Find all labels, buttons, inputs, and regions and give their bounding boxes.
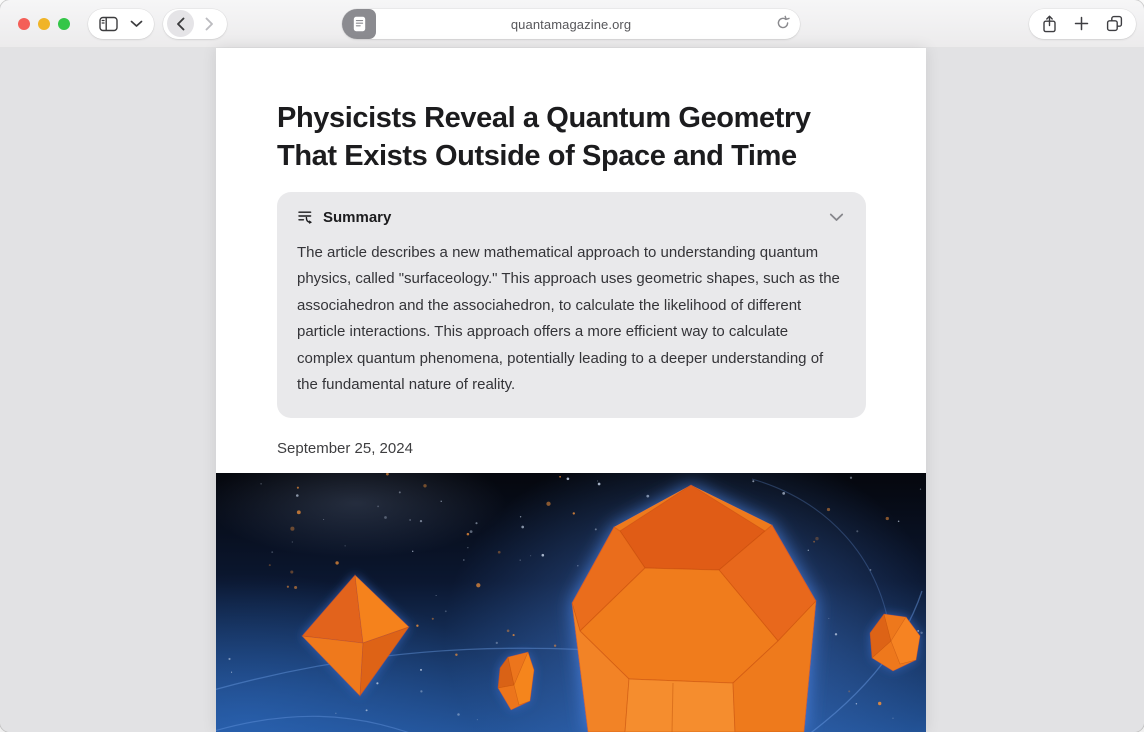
reader-mode-button[interactable] [342,9,376,39]
close-window-button[interactable] [18,18,30,30]
article-title: Physicists Reveal a Quantum Geometry That Exists Outside of Space and Time [277,102,811,172]
sidebar-icon [99,16,118,32]
sidebar-button-group [88,9,154,39]
plus-icon [1074,16,1089,31]
summary-card [277,192,866,418]
sidebar-toggle-button[interactable] [99,16,118,32]
back-button[interactable] [167,10,194,37]
forward-button[interactable] [196,10,223,37]
new-tab-button[interactable] [1074,16,1089,31]
tab-overview-button[interactable] [1106,15,1123,32]
reload-icon [775,15,791,31]
summary-title: Summary [323,209,392,226]
minimize-window-button[interactable] [38,18,50,30]
chevron-right-icon [205,17,214,31]
reader-content-card [216,48,926,732]
share-icon [1042,15,1057,33]
zoom-window-button[interactable] [58,18,70,30]
summarize-icon [297,209,314,226]
chevron-left-icon [176,17,185,31]
tabs-icon [1106,15,1123,32]
window-controls [18,18,70,30]
summary-collapse-button[interactable] [827,210,846,225]
url-text: quantamagazine.org [510,16,632,32]
page-background [0,48,1144,732]
article-date: September 25, 2024 [277,440,413,458]
hero-image [216,473,926,732]
chevron-down-icon [829,213,844,222]
toolbar-right-group [1029,9,1136,39]
chevron-down-icon [130,20,143,28]
summary-header [297,209,846,226]
nav-button-group [163,9,227,39]
toolbar [0,0,1144,48]
share-button[interactable] [1042,15,1057,33]
summary-body: The article describes a new mathematical approach to understanding quantum physics, called "surfaceology." This approach uses geometric shapes, such as the associahedron and the associahedron, to calculate the likelihood of different particle interactions. This approach offers a more efficient way to calculate complex quantum phenomena, potentially leading to a deeper understanding of the fundamental nature of reality. [297,244,840,394]
sidebar-menu-button[interactable] [130,20,143,28]
address-bar[interactable] [342,9,800,39]
reader-icon [353,16,366,32]
reload-button[interactable] [773,14,793,34]
